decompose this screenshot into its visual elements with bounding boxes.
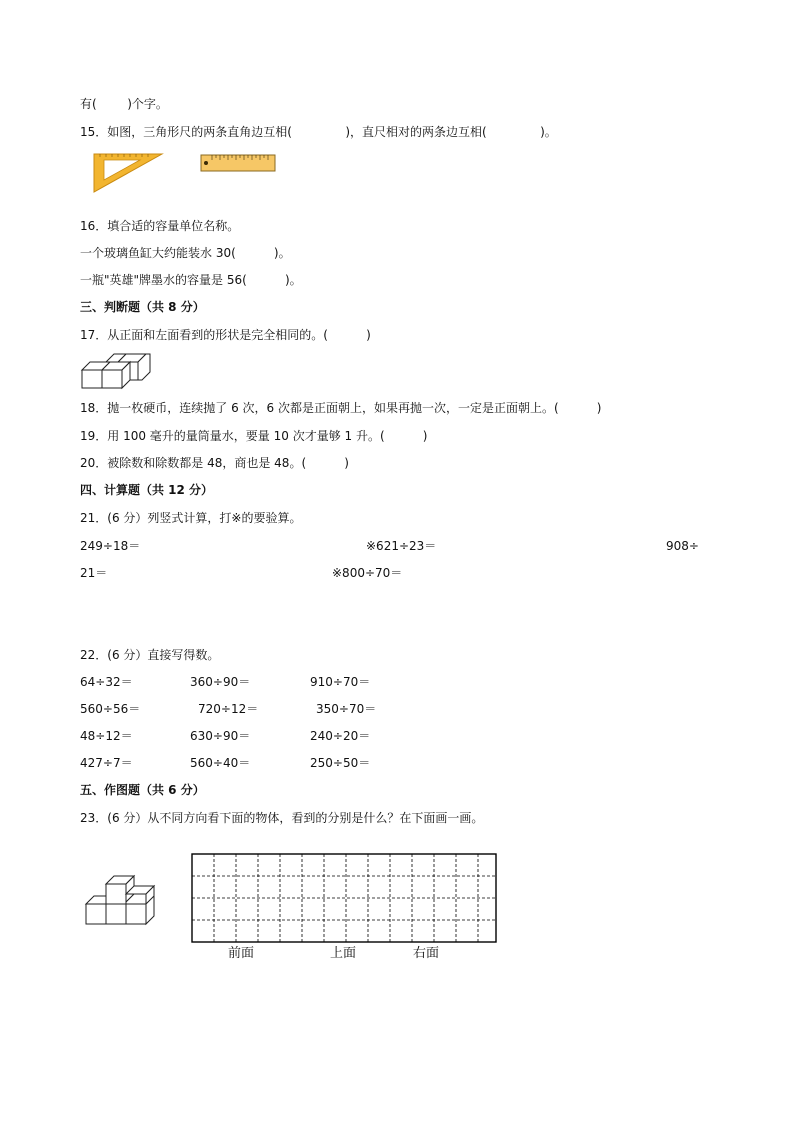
q22-r2-c3: 350÷70＝ — [316, 702, 377, 716]
question-20: 20．被除数和除数都是 48，商也是 48。( ) — [80, 456, 349, 470]
section-4-heading: 四、计算题（共 12 分） — [80, 483, 214, 497]
q22-r4-c1: 427÷7＝ — [80, 756, 133, 770]
section-3-heading: 三、判断题（共 8 分） — [80, 300, 205, 314]
q22-r3-c3: 240÷20＝ — [310, 729, 371, 743]
section-5-heading: 五、作图题（共 6 分） — [80, 783, 205, 797]
q21-item-d: ※800÷70＝ — [332, 566, 403, 580]
q22-r4-c2: 560÷40＝ — [190, 756, 251, 770]
q21-item-b: ※621÷23＝ — [366, 539, 437, 553]
q22-r3-c2: 630÷90＝ — [190, 729, 251, 743]
question-22: 22．(6 分）直接写得数。 — [80, 648, 220, 662]
grid-label-front: 前面 — [228, 946, 255, 961]
question-16a: 一个玻璃鱼缸大约能装水 30( )。 — [80, 246, 291, 260]
grid-label-top: 上面 — [330, 946, 357, 961]
question-21: 21．(6 分）列竖式计算，打※的要验算。 — [80, 511, 302, 525]
q22-r1-c2: 360÷90＝ — [190, 675, 251, 689]
grid-label-right: 右面 — [413, 946, 440, 961]
question-18: 18．抛一枚硬币，连续抛了 6 次，6 次都是正面朝上，如果再抛一次，一定是正面朝上。( ) — [80, 401, 602, 415]
straight-ruler-image — [200, 154, 276, 172]
drawing-grid[interactable] — [191, 853, 499, 945]
q22-r4-c3: 250÷50＝ — [310, 756, 371, 770]
q21-item-c-part1: 908÷ — [666, 539, 699, 553]
q22-r1-c3: 910÷70＝ — [310, 675, 371, 689]
q21-item-a: 249÷18＝ — [80, 539, 141, 553]
q22-r2-c2: 720÷12＝ — [198, 702, 259, 716]
question-16b: 一瓶"英雄"牌墨水的容量是 56( )。 — [80, 273, 302, 287]
question-17: 17．从正面和左面看到的形状是完全相同的。( ) — [80, 328, 371, 342]
q21-item-c-part2: 21＝ — [80, 566, 108, 580]
question-19: 19．用 100 毫升的量筒量水，要量 10 次才量够 1 升。( ) — [80, 429, 428, 443]
question-16: 16．填合适的容量单位名称。 — [80, 219, 240, 233]
continuation-line: 有( )个字。 — [80, 97, 168, 111]
cubes-image-q17 — [80, 352, 154, 390]
question-15: 15．如图，三角形尺的两条直角边互相( )，直尺相对的两条边互相( )。 — [80, 125, 557, 139]
question-23: 23．(6 分）从不同方向看下面的物体，看到的分别是什么？在下面画一画。 — [80, 811, 484, 825]
triangle-ruler-image — [92, 152, 164, 194]
q22-r2-c1: 560÷56＝ — [80, 702, 141, 716]
cubes-image-q23 — [84, 870, 160, 928]
q22-r1-c1: 64÷32＝ — [80, 675, 133, 689]
q22-r3-c1: 48÷12＝ — [80, 729, 133, 743]
